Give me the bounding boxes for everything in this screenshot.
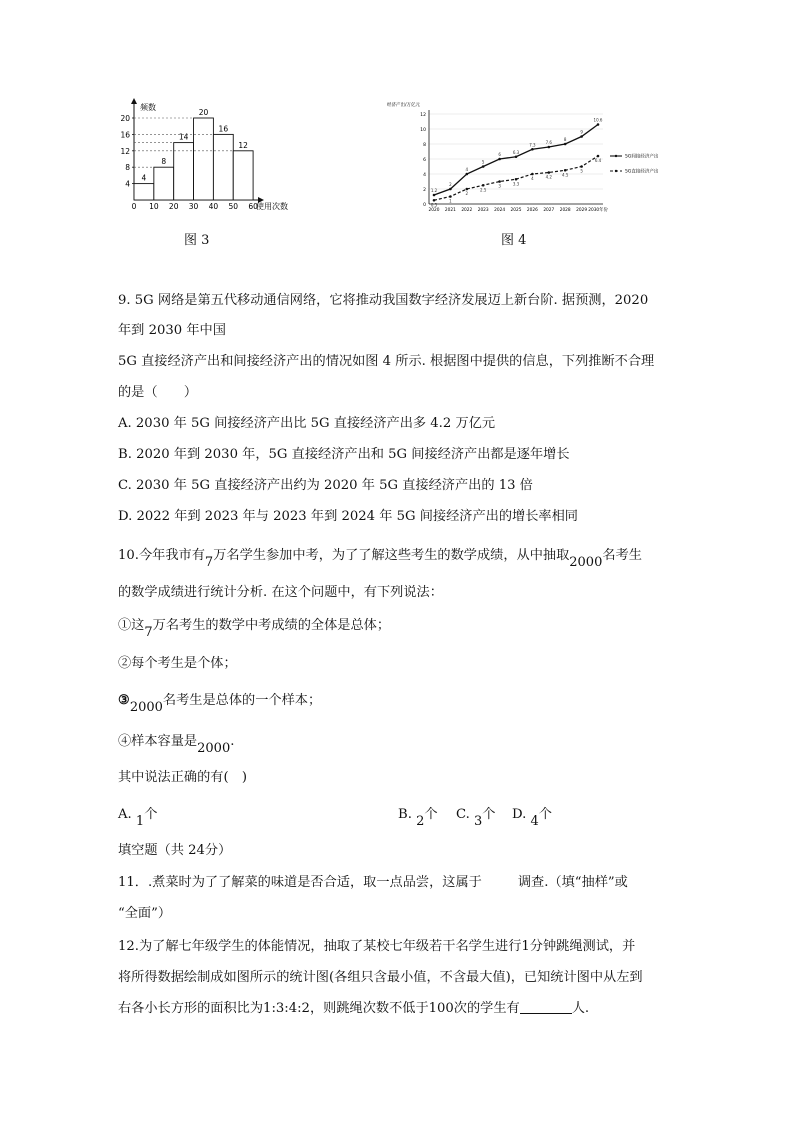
data-point <box>531 148 534 151</box>
data-point <box>449 188 452 191</box>
x-tick-label: 2024 <box>494 208 506 213</box>
q9-stem-line3: 5G 直接经济产出和间接经济产出的情况如图 4 所示. 根据图中提供的信息，下列推断不合理 <box>118 354 655 369</box>
data-point <box>548 171 551 174</box>
data-label: 4 <box>531 176 534 181</box>
legend-label: 5G直接经济产出 <box>625 169 659 175</box>
q10-option-b: B. 2个 <box>398 807 438 829</box>
data-label: 2 <box>449 182 452 187</box>
figure-3-caption: 图 3 <box>184 233 210 248</box>
q10-statement-2: ②每个考生是个体； <box>118 656 237 671</box>
data-point <box>580 135 583 138</box>
data-point <box>433 199 436 202</box>
data-label: 7.3 <box>529 142 536 148</box>
x-tick-label: 2022 <box>461 208 473 213</box>
x-tick-label: 40 <box>208 202 219 211</box>
bar-value-label: 14 <box>178 132 189 142</box>
data-label: 6.4 <box>594 158 602 163</box>
y-axis-arrow <box>131 98 137 104</box>
data-label: 8 <box>563 137 567 142</box>
data-label: 2.5 <box>480 187 487 193</box>
q9-stem-line1: 9. 5G 网络是第五代移动通信网络，它将推动我国数字经济发展迈上新台阶. 据预测，2020 <box>118 293 649 308</box>
data-point <box>466 188 469 191</box>
histogram-bar <box>134 184 154 200</box>
y-tick-label: 0 <box>423 203 426 208</box>
data-label: 6 <box>498 152 501 157</box>
q9-option-a: A. 2030 年 5G 间接经济产出比 5G 直接经济产出多 4.2 万亿元 <box>118 416 496 431</box>
data-point <box>515 155 518 158</box>
bar-value-label: 16 <box>218 124 229 134</box>
x-tick-label: 2027 <box>543 208 555 213</box>
q10-option-c: C. 3个 <box>456 807 496 829</box>
y-tick-label: 8 <box>423 143 426 148</box>
data-label: 5 <box>481 159 485 165</box>
data-point <box>597 155 600 158</box>
data-point <box>449 195 452 198</box>
data-point <box>498 158 501 161</box>
section-title-fill-in: 填空题（共 24分） <box>118 843 232 858</box>
data-label: 4.2 <box>545 174 552 180</box>
y-axis-label: 频数 <box>140 103 156 112</box>
y-tick-label: 8 <box>125 163 130 173</box>
x-tick-label: 50 <box>228 202 239 211</box>
x-tick-label: 2025 <box>510 208 522 213</box>
bar-value-label: 12 <box>238 140 248 150</box>
x-tick-label: 2026 <box>526 208 538 213</box>
x-tick-label: 2028 <box>559 208 571 213</box>
x-tick-label: 60 <box>248 202 258 211</box>
q9-stem-line2: 年到 2030 年中国 <box>118 323 226 338</box>
histogram-bar <box>194 118 214 200</box>
data-label: 9 <box>580 129 583 135</box>
x-axis-label: 使用次数 <box>256 202 288 211</box>
data-point <box>597 123 600 126</box>
data-point <box>564 169 567 172</box>
data-label: 3 <box>498 183 501 189</box>
y-tick-label: 6 <box>423 158 426 163</box>
figure-4-caption: 图 4 <box>501 233 527 248</box>
legend-marker <box>615 170 617 172</box>
x-tick-label: 0 <box>131 202 137 211</box>
figure-4-line-chart <box>382 98 682 218</box>
data-point <box>433 194 436 197</box>
data-point <box>482 184 485 187</box>
q10-statement-3: ③2000名考生是总体的一个样本； <box>118 693 322 715</box>
data-point <box>564 143 567 146</box>
data-label: 7.6 <box>545 140 552 145</box>
data-label: 0.5 <box>430 202 438 208</box>
q10-statement-1: ①这7万名考生的数学中考成绩的全体是总体； <box>118 618 391 640</box>
data-label: 6.3 <box>512 149 520 155</box>
data-point <box>531 173 534 176</box>
data-label: 2 <box>465 191 469 196</box>
bar-value-label: 8 <box>161 157 167 167</box>
q12-stem-line3: 右各小长方形的面积比为1:3:4:2，则跳绳次数不低于100次的学生有 人. <box>118 1001 590 1016</box>
q11-stem-line1: 11．.煮菜时为了了解菜的味道是否合适，取一点品尝，这属于 调查.（填“抽样”或 <box>118 875 628 890</box>
data-label: 10.6 <box>593 117 603 123</box>
data-label: 3.3 <box>512 181 520 187</box>
x-tick-label: 2020 <box>428 208 440 213</box>
data-point <box>482 165 485 168</box>
histogram-bar <box>174 143 194 200</box>
data-label: 4 <box>465 167 469 172</box>
y-tick-label: 12 <box>120 146 130 156</box>
x-tick-label: 2023 <box>477 208 489 213</box>
x-tick-label: 2029 <box>576 208 588 213</box>
y-tick-label: 4 <box>423 173 426 178</box>
data-label: 1.2 <box>430 188 438 193</box>
legend-label: 5G间接经济产出 <box>625 154 659 160</box>
q10-option-a: A. 1个 <box>118 807 158 829</box>
data-point <box>515 178 518 181</box>
q9-option-b: B. 2020 年到 2030 年，5G 直接经济产出和 5G 间接经济产出都是逐年增长 <box>118 447 570 462</box>
q10-option-d: D. 4个 <box>512 807 552 829</box>
legend-marker <box>615 155 617 157</box>
bar-value-label: 4 <box>141 173 147 183</box>
q9-stem-line4: 的是（ ） <box>118 385 198 400</box>
data-label: 1 <box>449 198 452 204</box>
q10-stem-line1: 10.今年我市有7万名学生参加中考，为了了解这些考生的数学成绩，从中抽取2000名考生 <box>118 548 642 570</box>
x-tick-label: 20 <box>168 202 179 211</box>
q10-stem-line2: 的数学成绩进行统计分析. 在这个问题中，有下列说法： <box>118 585 443 600</box>
data-point <box>580 165 583 168</box>
q12-answer-blank[interactable] <box>520 1001 572 1014</box>
x-tick-label: 10 <box>149 202 159 211</box>
q10-ask: 其中说法正确的有( ) <box>118 770 247 785</box>
x-tick-label: 30 <box>188 202 199 211</box>
histogram-bar <box>154 167 174 200</box>
y-tick-label: 16 <box>120 130 130 140</box>
y-tick-label: 12 <box>420 113 426 118</box>
x-tick-label: 2021 <box>444 208 456 213</box>
y-tick-label: 20 <box>120 114 130 123</box>
q12-stem-line2: 将所得数据绘制成如图所示的统计图(各组只含最小值，不含最大值)，已知统计图中从左到 <box>118 970 643 985</box>
data-point <box>466 173 469 176</box>
y-tick-label: 2 <box>423 188 426 193</box>
y-tick-label: 4 <box>125 179 130 189</box>
figure-3-histogram <box>112 98 302 218</box>
x-tick-label: 2030年份 <box>588 208 608 213</box>
data-label: 4.5 <box>562 172 569 178</box>
y-axis-label: 经济产出/万亿元 <box>387 103 421 108</box>
data-point <box>498 180 501 183</box>
histogram-bar <box>213 134 233 200</box>
bar-value-label: 20 <box>198 108 209 117</box>
q9-option-c: C. 2030 年 5G 直接经济产出约为 2020 年 5G 直接经济产出的 13 倍 <box>118 478 533 493</box>
y-tick-label: 10 <box>420 128 426 133</box>
data-label: 5 <box>580 168 583 174</box>
q9-option-d: D. 2022 年到 2023 年与 2023 年到 2024 年 5G 间接经济产出的增长率相同 <box>118 509 578 524</box>
data-point <box>548 146 551 149</box>
q12-stem-line1: 12.为了解七年级学生的体能情况，抽取了某校七年级若干名学生进行1分钟跳绳测试，并 <box>118 939 636 954</box>
q11-stem-line2: “全面”） <box>118 906 172 921</box>
histogram-bar <box>233 151 253 200</box>
q10-statement-4: ④样本容量是2000. <box>118 734 235 756</box>
